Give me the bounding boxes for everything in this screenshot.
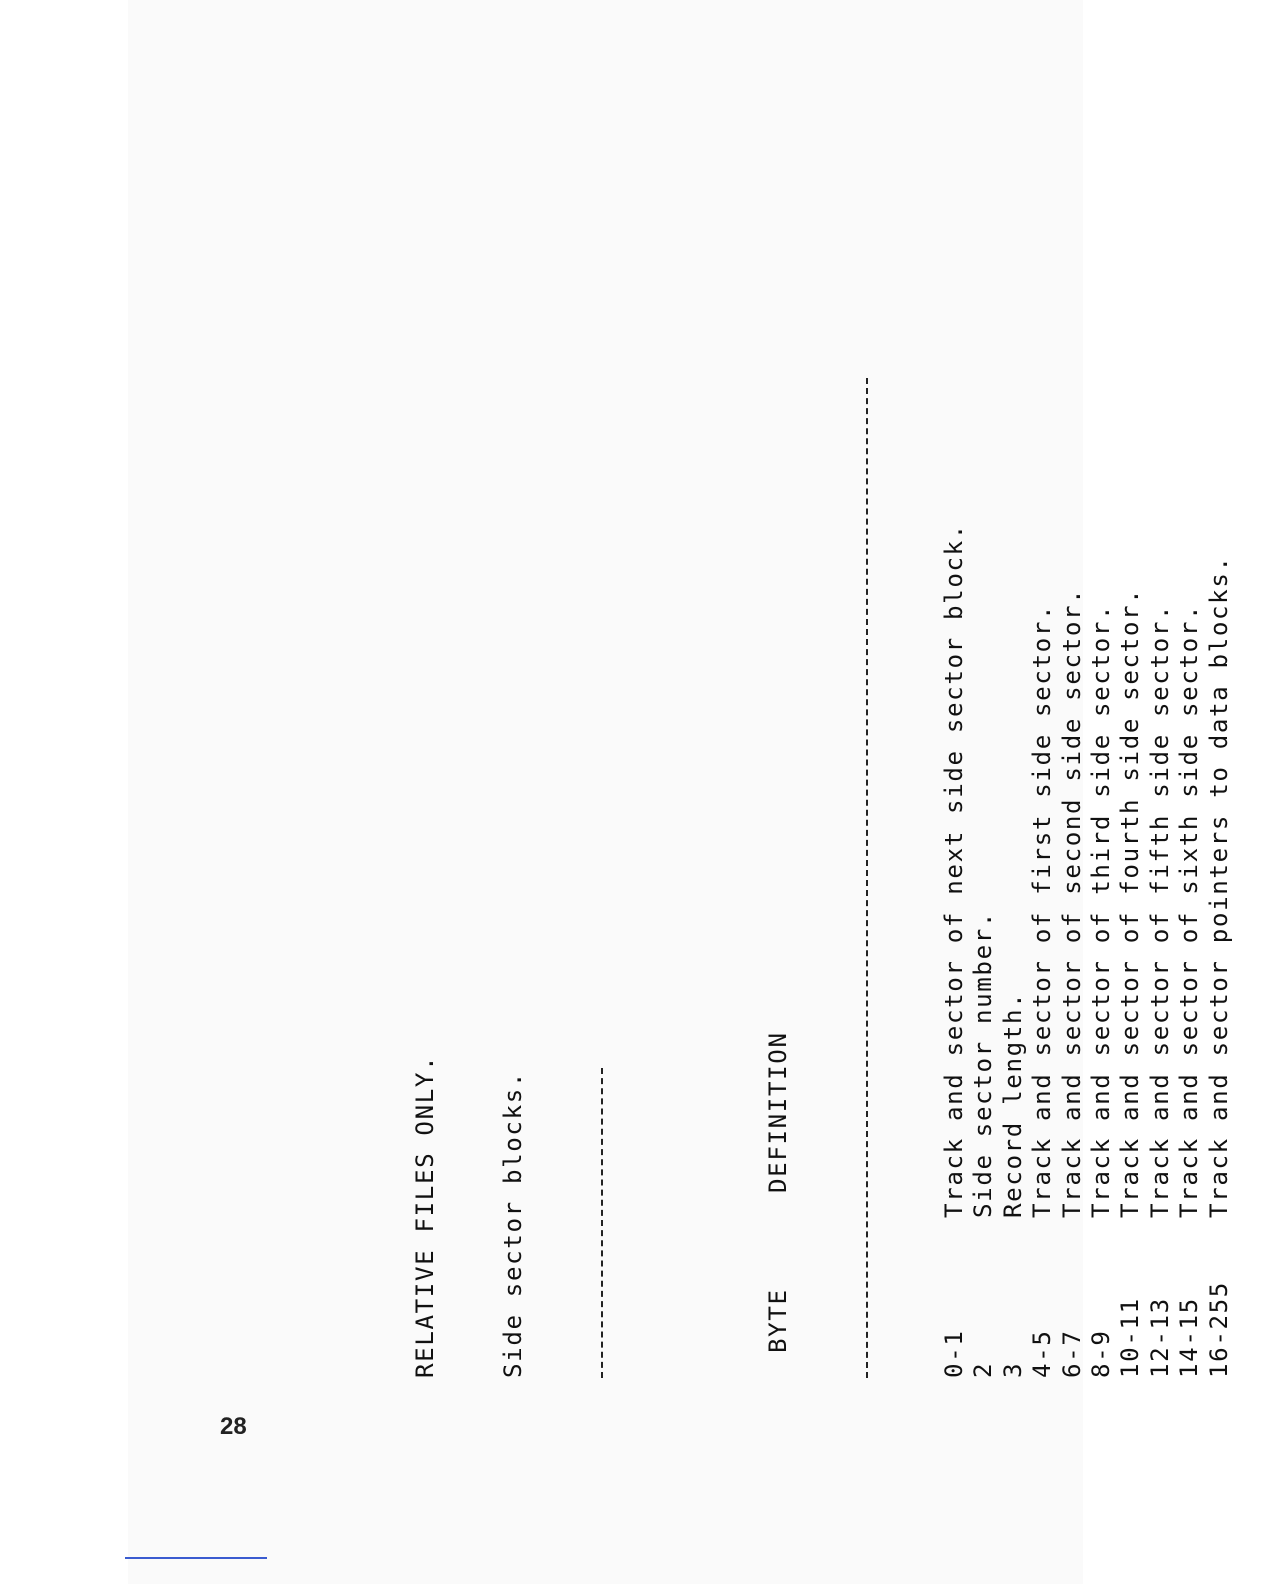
rotated-content [352, 378, 1233, 1378]
table-row [1205, 378, 1234, 1378]
table-row [1058, 378, 1087, 1378]
table-header [764, 378, 793, 1378]
byte-cell: 16-255 [1204, 1281, 1233, 1378]
table-row [1028, 378, 1057, 1378]
definition-cell: Track and sector of sixth side sector. [1175, 603, 1204, 1218]
byte-cell: 0-1 [940, 1329, 969, 1378]
footnote-divider [125, 1557, 267, 1559]
definition-cell: Track and sector of third side sector. [1086, 603, 1115, 1218]
definition-cell: Track and sector of fifth side sector. [1145, 603, 1174, 1218]
byte-cell: 3 [998, 1361, 1027, 1378]
definition-cell: Track and sector pointers to data blocks. [1204, 555, 1233, 1218]
definition-cell: Track and sector of fourth side sector. [1116, 587, 1145, 1218]
table-body [940, 378, 1234, 1378]
byte-cell: 14-15 [1175, 1297, 1204, 1378]
table-row [1175, 378, 1204, 1378]
byte-cell: 6-7 [1057, 1329, 1086, 1378]
table-row [1116, 378, 1145, 1378]
table-row [940, 378, 969, 1378]
title-divider [587, 378, 616, 1378]
definition-cell: Side sector number. [969, 910, 998, 1218]
byte-cell: 10-11 [1116, 1297, 1145, 1378]
definition-column-header: DEFINITION [763, 1031, 792, 1193]
byte-cell: 8-9 [1086, 1329, 1115, 1378]
definition-cell: Track and sector of second side sector. [1057, 587, 1086, 1218]
table-row [999, 378, 1028, 1378]
table-row [969, 378, 998, 1378]
page-title: RELATIVE FILES ONLY. [410, 1054, 439, 1378]
definition-cell: Record length. [998, 991, 1027, 1218]
byte-cell: 12-13 [1145, 1297, 1174, 1378]
byte-cell: 2 [969, 1361, 998, 1378]
table-row [1087, 378, 1116, 1378]
table-row [1146, 378, 1175, 1378]
page-number: 28 [220, 1413, 247, 1440]
definition-cell: Track and sector of first side sector. [1028, 603, 1057, 1218]
page-subtitle: Side sector blocks. [499, 1070, 528, 1378]
definition-cell: Track and sector of next side sector block. [940, 523, 969, 1218]
header-divider [852, 378, 881, 1378]
byte-cell: 4-5 [1028, 1329, 1057, 1378]
byte-column-header: BYTE [763, 1288, 792, 1353]
